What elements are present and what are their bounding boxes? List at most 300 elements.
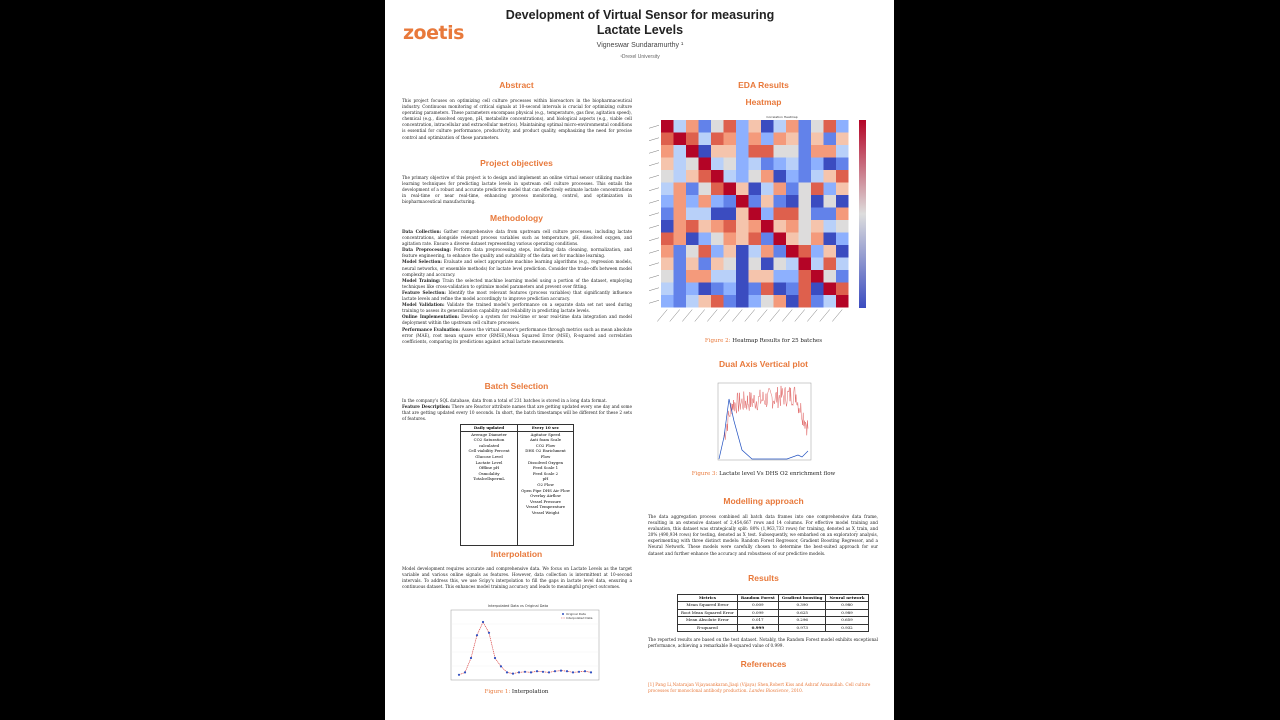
original-data-point xyxy=(548,671,550,673)
heatmap-cell xyxy=(711,170,724,183)
heatmap-cell xyxy=(736,258,749,271)
batch-heading: Batch Selection xyxy=(484,381,549,391)
heatmap-cell xyxy=(811,233,824,246)
heatmap-cell xyxy=(674,145,687,158)
heatmap-cell xyxy=(674,283,687,296)
interpolation-text: Model development requires accurate and comprehensive data. We focus on Lactate Levels as the target variable and various online signals as features. However, data collection is intermittent at 10-second intervals. To address this, we use Scipy's interpolation to fill the gaps in lactate level data, ensuring a continuous dataset. This enhances model training accuracy and leads to meaningful project outcomes. xyxy=(402,566,632,590)
heatmap-cell xyxy=(686,158,699,171)
heatmap-row-label-mark xyxy=(649,275,659,278)
heatmap-cell xyxy=(749,120,762,133)
methodology-list xyxy=(402,229,632,345)
heatmap-row-label-mark xyxy=(649,250,659,253)
heatmap-cell xyxy=(749,208,762,221)
original-data-point xyxy=(500,665,502,667)
heatmap-cell xyxy=(711,145,724,158)
heatmap-cell xyxy=(824,183,837,196)
heatmap-col-label-mark xyxy=(745,310,755,322)
heatmap-cell xyxy=(686,233,699,246)
heatmap-cell xyxy=(749,245,762,258)
results-row: Mean Absolute Error 0.017 0.296 0.659 xyxy=(678,617,869,624)
heatmap-row-label-mark xyxy=(649,138,659,141)
heatmap-cell xyxy=(736,295,749,308)
heatmap-cell xyxy=(686,170,699,183)
heatmap-cell xyxy=(661,233,674,246)
heatmap-cell xyxy=(836,283,849,296)
heatmap-cell xyxy=(761,295,774,308)
heatmap-cell xyxy=(674,170,687,183)
original-data-point xyxy=(554,670,556,672)
heatmap-cell xyxy=(799,270,812,283)
heatmap-cell xyxy=(724,158,737,171)
heatmap-cell xyxy=(811,195,824,208)
heatmap-col-label-mark xyxy=(782,310,792,322)
heatmap-cell xyxy=(736,195,749,208)
heatmap-cell xyxy=(661,258,674,271)
heatmap-cell xyxy=(811,120,824,133)
dual-axis-plot xyxy=(712,377,814,465)
heatmap-cell xyxy=(724,195,737,208)
heatmap-cell xyxy=(836,295,849,308)
heatmap-col-label-mark xyxy=(670,310,680,322)
heatmap-cell xyxy=(711,208,724,221)
heatmap-cell xyxy=(674,120,687,133)
heatmap-cell xyxy=(749,158,762,171)
heatmap-cell xyxy=(799,170,812,183)
heatmap-cell xyxy=(686,295,699,308)
heatmap-col-label-mark xyxy=(820,310,830,322)
heatmap-cell xyxy=(724,283,737,296)
original-data-point xyxy=(458,674,460,676)
heatmap-cell xyxy=(661,183,674,196)
heatmap-cell xyxy=(736,133,749,146)
results-row: Mean Squared Error 0.009 0.390 0.980 xyxy=(678,602,869,609)
original-data-point xyxy=(524,671,526,673)
heatmap-cell xyxy=(749,195,762,208)
heatmap-col-label-mark xyxy=(770,310,780,322)
original-data-point xyxy=(590,671,592,673)
heatmap-cell xyxy=(761,195,774,208)
heatmap-cell xyxy=(711,220,724,233)
tensec-feature: pH xyxy=(542,476,549,482)
tensec-feature: Dissolved Oxygen xyxy=(527,459,564,465)
heatmap-cell xyxy=(799,245,812,258)
batch-text xyxy=(402,398,632,422)
heatmap-cell xyxy=(811,295,824,308)
heatmap-cell xyxy=(799,158,812,171)
heatmap-cell xyxy=(811,283,824,296)
affiliation: ¹Drexel University xyxy=(620,54,660,60)
references-heading: References xyxy=(740,659,787,669)
heatmap-cell xyxy=(836,258,849,271)
heatmap-cell xyxy=(749,133,762,146)
heatmap-cell xyxy=(774,245,787,258)
daily-feature: Cell viability Percent xyxy=(468,448,510,454)
tensec-feature: Feed Scale 2 xyxy=(532,470,559,476)
heatmap-cell xyxy=(799,183,812,196)
heatmap-cell xyxy=(836,120,849,133)
heatmap-cell xyxy=(724,183,737,196)
heatmap-cell xyxy=(761,245,774,258)
heatmap-cell xyxy=(674,183,687,196)
heatmap-cell xyxy=(836,170,849,183)
interp-legend xyxy=(561,612,593,620)
heatmap-cell xyxy=(736,183,749,196)
heatmap-cell xyxy=(749,170,762,183)
original-data-point xyxy=(494,657,496,659)
heatmap-col-label-mark xyxy=(657,310,667,322)
daily-feature: Lactate Level xyxy=(475,459,503,465)
original-data-point xyxy=(506,671,508,673)
heatmap-row-label-mark xyxy=(649,300,659,303)
heatmap-cell xyxy=(686,220,699,233)
results-header-row: Metrics Random Forest Gradient boosting Neural network xyxy=(678,595,869,602)
col-header-daily: Daily updated xyxy=(461,425,518,432)
heatmap-cell xyxy=(836,158,849,171)
feature-label: Feature Description: xyxy=(402,404,451,410)
interpolation-heading: Interpolation xyxy=(490,549,543,559)
heatmap-cell xyxy=(799,145,812,158)
heatmap-cell xyxy=(824,195,837,208)
heatmap-cell xyxy=(674,270,687,283)
heatmap-cell xyxy=(711,183,724,196)
heatmap-cell xyxy=(661,195,674,208)
heatmap-cell xyxy=(661,270,674,283)
heatmap-cell xyxy=(836,270,849,283)
heatmap-cell xyxy=(824,170,837,183)
tensec-feature: Feed Scale 1 xyxy=(532,465,559,471)
heatmap-cell xyxy=(761,158,774,171)
original-data-point xyxy=(476,634,478,636)
heatmap-row-label-mark xyxy=(649,225,659,228)
heatmap-cell xyxy=(811,170,824,183)
heatmap-cell xyxy=(699,220,712,233)
heatmap-cell xyxy=(661,283,674,296)
heatmap-cell xyxy=(824,120,837,133)
method-item: Feature Selection: Identify the most relevant features (process variables) that significantly influence lactate levels and refine the model accordingly to improve prediction accuracy. xyxy=(402,289,632,302)
results-table xyxy=(677,594,869,632)
daily-feature: TotalcellspermL xyxy=(473,476,505,482)
title-line-1: Development of Virtual Sensor for measuring xyxy=(505,8,775,22)
heatmap-cell xyxy=(761,120,774,133)
interpolated-series-line xyxy=(459,622,591,675)
heatmap-cell xyxy=(699,270,712,283)
heatmap-cell xyxy=(761,145,774,158)
original-data-point xyxy=(464,671,466,673)
results-text: The reported results are based on the test dataset. Notably, the Random Forest model exhibits exceptional performance, achieving a remarkable R-squared value of 0.999. xyxy=(648,637,878,649)
reference-1: [1] Pang Li,Natarajan Vijayasankaran,Jiaqi (Vijaya) Shen,Robert Kiss and Ashraf Amanullah. Cell culture processes for monoclonal antibody production. Landes Bioscience, 2010. xyxy=(648,682,871,693)
batch-intro: In the company's SQL database, data from a total of 231 batches is stored in a long data format. xyxy=(402,398,608,403)
heatmap-cell xyxy=(661,208,674,221)
heatmap-cell xyxy=(724,258,737,271)
interp-chart-title: Interpolated Data vs Original Data xyxy=(487,604,549,608)
heatmap-cell xyxy=(786,145,799,158)
heatmap-cell xyxy=(786,183,799,196)
heatmap-cell xyxy=(724,295,737,308)
heatmap-col-label-mark xyxy=(720,310,730,322)
heatmap-row-label-mark xyxy=(649,288,659,291)
figure2-caption: Figure 2: Heatmap Results for 25 batches xyxy=(704,338,823,344)
heatmap-cell xyxy=(724,245,737,258)
heatmap-cell xyxy=(774,258,787,271)
heatmap-cell xyxy=(799,120,812,133)
tensec-feature: Vessel Weight xyxy=(531,509,560,515)
eda-heading: EDA Results xyxy=(738,80,789,90)
heatmap-cell xyxy=(699,133,712,146)
heatmap-cell xyxy=(736,208,749,221)
original-data-point xyxy=(512,673,514,675)
heatmap-cell xyxy=(811,245,824,258)
modelling-text: The data aggregation process combined all batch data frames into one comprehensive data frame, resulting in an extensive dataset of 2,454,667 rows and 14 columns. For effective model training and evaluation, this dataset was strategically split: 80% (1,963,733 rows) for training, denoted as X_train, and 20% (490,934 rows) for testing, denoted as X_test. Subsequently, we embarked on an exploratory analysis, experimenting with three distinct models: Random Forest Regressor, Gradient Boosting Regressor, and a Neural Network. These models were carefully chosen to determine the best-suited approach for our dataset and further enhance the accuracy and robustness of our predictive models. xyxy=(648,514,878,556)
original-data-point xyxy=(572,671,574,673)
heatmap-cell xyxy=(774,195,787,208)
original-data-point xyxy=(536,670,538,672)
original-data-point xyxy=(542,671,544,673)
heatmap-cell xyxy=(686,183,699,196)
heatmap-col-label-mark xyxy=(795,310,805,322)
original-data-point xyxy=(560,670,562,672)
heatmap-cell xyxy=(774,120,787,133)
heatmap-cell xyxy=(686,283,699,296)
heatmap-cell xyxy=(686,133,699,146)
heatmap-cell xyxy=(786,120,799,133)
heatmap-cell xyxy=(836,195,849,208)
heatmap-cell xyxy=(736,270,749,283)
tensec-feature: DHS O2 Enrichment Flow xyxy=(525,448,566,459)
heatmap-cell xyxy=(786,195,799,208)
heatmap-cell xyxy=(674,245,687,258)
heatmap-cell xyxy=(811,133,824,146)
heatmap-cell xyxy=(724,120,737,133)
results-row: R-squared 0.999 0.973 0.932 xyxy=(678,624,869,631)
heatmap-cell xyxy=(836,245,849,258)
heatmap-cell xyxy=(724,270,737,283)
heatmap-col-label-mark xyxy=(732,310,742,322)
heatmap-cell xyxy=(786,233,799,246)
heatmap-row-label-mark xyxy=(649,175,659,178)
heatmap-cell xyxy=(686,120,699,133)
title-line-2: Lactate Levels xyxy=(596,23,684,37)
heatmap-cell xyxy=(836,145,849,158)
heatmap-cell xyxy=(836,133,849,146)
poster xyxy=(385,0,894,720)
tensec-feature: CO2 Flow xyxy=(535,442,556,448)
heatmap-cell xyxy=(661,133,674,146)
method-item: Model Selection: Evaluate and select appropriate machine learning algorithms (e.g., regression models, neural networks, or ensemble methods) for lactate level prediction. Consider the trade-offs between model complexity and accuracy. xyxy=(402,259,632,277)
heatmap-cell xyxy=(836,208,849,221)
heatmap-cell xyxy=(774,295,787,308)
original-data-point xyxy=(488,632,490,634)
heatmap-cell xyxy=(711,295,724,308)
heatmap-cell xyxy=(711,258,724,271)
original-data-point xyxy=(578,671,580,673)
correlation-heatmap xyxy=(647,112,887,337)
heatmap-cell xyxy=(686,145,699,158)
heatmap-cell xyxy=(824,220,837,233)
daily-feature: Glucose Level xyxy=(475,453,503,459)
heatmap-cell xyxy=(824,258,837,271)
heatmap-cell xyxy=(786,258,799,271)
heatmap-cell xyxy=(761,283,774,296)
heatmap-cell xyxy=(711,133,724,146)
heatmap-cell xyxy=(749,270,762,283)
heatmap-heading: Heatmap xyxy=(745,97,782,107)
heatmap-cell xyxy=(699,283,712,296)
heatmap-cell xyxy=(774,270,787,283)
legend-original: Original Data xyxy=(566,612,586,616)
heatmap-cell xyxy=(699,195,712,208)
abstract-text: This project focuses on optimizing cell culture processes within bioreactors in the biopharmaceutical industry. Continuous monitoring of critical signals at 10-second intervals is crucial for optimizing culture operating parameters. These parameters encompass physical (e.g., temperature, gas flow, agitation speed), chemical (e.g., dissolved oxygen, pH, metabolite concentrations), and biological aspects (e.g., viable cell concentration, intracellular and extracellular metrics). Maintaining optimal micro-environmental conditions is essential for culture performance, productivity, and product quality, emphasizing the need for precise control and optimization of these parameters. xyxy=(402,98,632,140)
original-data-point xyxy=(566,670,568,672)
heatmap-cell xyxy=(749,283,762,296)
batch-feature-table xyxy=(460,424,574,546)
heatmap-cell xyxy=(749,220,762,233)
heatmap-cell xyxy=(836,233,849,246)
heatmap-row-label-mark xyxy=(649,238,659,241)
heatmap-cell xyxy=(799,220,812,233)
heatmap-cell xyxy=(736,145,749,158)
heatmap-cell xyxy=(736,120,749,133)
heatmap-cell xyxy=(699,145,712,158)
heatmap-cell xyxy=(824,270,837,283)
heatmap-cell xyxy=(661,145,674,158)
figure3-caption: Figure 3: Lactate level Vs DHS O2 enrichment flow xyxy=(691,471,836,477)
heatmap-cell xyxy=(824,208,837,221)
heatmap-cell xyxy=(774,233,787,246)
heatmap-cell xyxy=(736,220,749,233)
heatmap-col-label-mark xyxy=(757,310,767,322)
figure1-caption: Figure 1: Interpolation xyxy=(484,689,549,695)
heatmap-cell xyxy=(761,258,774,271)
method-item: Data Collection: Gather comprehensive data from upstream cell culture processes, including lactate concentrations, alongside relevant process variables such as temperature, pH, dissolved oxygen, and agitation rate. Ensure a diverse dataset representing various operating conditions. xyxy=(402,229,632,247)
heatmap-cell xyxy=(799,133,812,146)
feature-text: There are Reactor attribute names that are getting updated every one day and some that are getting updated every 10 seconds. In short, the batch timestamps will be different for these 2 sets of features. xyxy=(402,404,632,422)
heatmap-row-label-mark xyxy=(649,213,659,216)
dual-axis-heading: Dual Axis Vertical plot xyxy=(719,359,808,369)
heatmap-cell xyxy=(824,283,837,296)
original-data-point xyxy=(530,671,532,673)
heatmap-cell xyxy=(774,170,787,183)
heatmap-cell xyxy=(724,220,737,233)
heatmap-cell xyxy=(749,145,762,158)
heatmap-cell xyxy=(674,233,687,246)
heatmap-cell xyxy=(724,170,737,183)
tensec-feature: Anti foam Scale xyxy=(529,437,562,443)
heatmap-cell xyxy=(699,208,712,221)
heatmap-cell xyxy=(661,220,674,233)
heatmap-row-label-mark xyxy=(649,263,659,266)
heatmap-cell xyxy=(749,258,762,271)
method-item: Model Training: Train the selected machine learning model using a portion of the dataset, employing techniques like cross-validation to optimize model parameters and prevent over fitting. xyxy=(402,277,632,289)
heatmap-cell xyxy=(724,145,737,158)
heatmap-cell xyxy=(774,133,787,146)
heatmap-col-label-mark xyxy=(695,310,705,322)
interpolation-chart xyxy=(433,600,603,688)
heatmap-cell xyxy=(699,158,712,171)
method-item: Performance Evaluation: Assess the virtual sensor's performance through metrics such as mean absolute error (MAE), root mean square error (RMSE),Mean Squared Error (MSE), R-squared and correlation coefficients, comparing its predictions against actual lactate measurements. xyxy=(402,326,632,344)
heatmap-cell xyxy=(674,133,687,146)
heatmap-cell xyxy=(774,183,787,196)
methodology-heading: Methodology xyxy=(490,213,543,223)
heatmap-col-label-mark xyxy=(682,310,692,322)
heatmap-cell xyxy=(761,170,774,183)
daily-features-cell xyxy=(461,431,518,545)
heatmap-cell xyxy=(736,233,749,246)
heatmap-cell xyxy=(736,170,749,183)
original-data-point xyxy=(584,670,586,672)
tensec-feature: Agitator Speed xyxy=(530,431,561,437)
heatmap-cell xyxy=(674,158,687,171)
poster-title xyxy=(465,8,815,38)
results-row: Root Mean Squared Error 0.099 0.625 0.989 xyxy=(678,609,869,616)
heatmap-cell xyxy=(761,183,774,196)
heatmap-colorbar xyxy=(859,120,866,308)
heatmap-cell xyxy=(711,158,724,171)
heatmap-col-label-mark xyxy=(807,310,817,322)
heatmap-cell xyxy=(661,120,674,133)
tensec-feature: O2 Flow xyxy=(537,481,554,487)
heatmap-cell xyxy=(824,133,837,146)
heatmap-cell xyxy=(786,270,799,283)
tensec-feature: Vessel Pressure xyxy=(530,498,561,504)
original-data-point xyxy=(470,657,472,659)
heatmap-cell xyxy=(699,120,712,133)
heatmap-cell xyxy=(761,270,774,283)
legend-original-marker xyxy=(562,613,564,615)
heatmap-cell xyxy=(686,258,699,271)
objectives-text: The primary objective of this project is to design and implement an online virtual sensor utilizing machine learning techniques for predicting lactate levels in upstream cell culture processes. This entails the development of a robust and accurate predictive model that can effectively estimate lactate concentrations in real-time or near real-time, enhancing process monitoring, control, and optimization in biopharmaceutical manufacturing. xyxy=(402,175,632,205)
heatmap-cell xyxy=(799,233,812,246)
heatmap-cell xyxy=(736,283,749,296)
heatmap-row-label-mark xyxy=(649,200,659,203)
heatmap-cell xyxy=(661,170,674,183)
heatmap-cell xyxy=(686,208,699,221)
heatmap-cell xyxy=(674,295,687,308)
heatmap-cell xyxy=(674,258,687,271)
heatmap-cell xyxy=(749,183,762,196)
heatmap-cell xyxy=(749,233,762,246)
heatmap-col-label-mark xyxy=(707,310,717,322)
daily-feature: Offline pH xyxy=(478,465,500,471)
heatmap-cell xyxy=(799,195,812,208)
heatmap-cell xyxy=(811,145,824,158)
tensec-features-cell xyxy=(518,431,574,545)
heatmap-cell xyxy=(786,220,799,233)
heatmap-cell xyxy=(711,283,724,296)
heatmap-cell xyxy=(836,220,849,233)
heatmap-cell xyxy=(786,208,799,221)
modelling-heading: Modelling approach xyxy=(723,496,804,506)
heatmap-cell xyxy=(799,208,812,221)
daily-feature: CO2 Saturation calculated xyxy=(473,437,505,448)
heatmap-cell xyxy=(724,208,737,221)
heatmap-cell xyxy=(674,220,687,233)
heatmap-cell xyxy=(699,170,712,183)
heatmap-cell xyxy=(786,170,799,183)
heatmap-cell xyxy=(661,158,674,171)
objectives-heading: Project objectives xyxy=(480,158,553,168)
heatmap-row-label-mark xyxy=(649,163,659,166)
interp-plot-frame xyxy=(451,610,599,680)
method-item: Model Validation: Validate the trained model's performance on a separate data set not used during training to assess its generalization capability and reliability in predicting lactate levels. xyxy=(402,302,632,314)
legend-interpolated: Interpolated Data xyxy=(566,616,593,620)
heatmap-cell xyxy=(761,220,774,233)
original-data-point xyxy=(482,621,484,623)
heatmap-cell xyxy=(674,195,687,208)
heatmap-cell xyxy=(724,133,737,146)
heatmap-cell xyxy=(786,133,799,146)
heatmap-cell xyxy=(774,208,787,221)
heatmap-row-label-mark xyxy=(649,150,659,153)
